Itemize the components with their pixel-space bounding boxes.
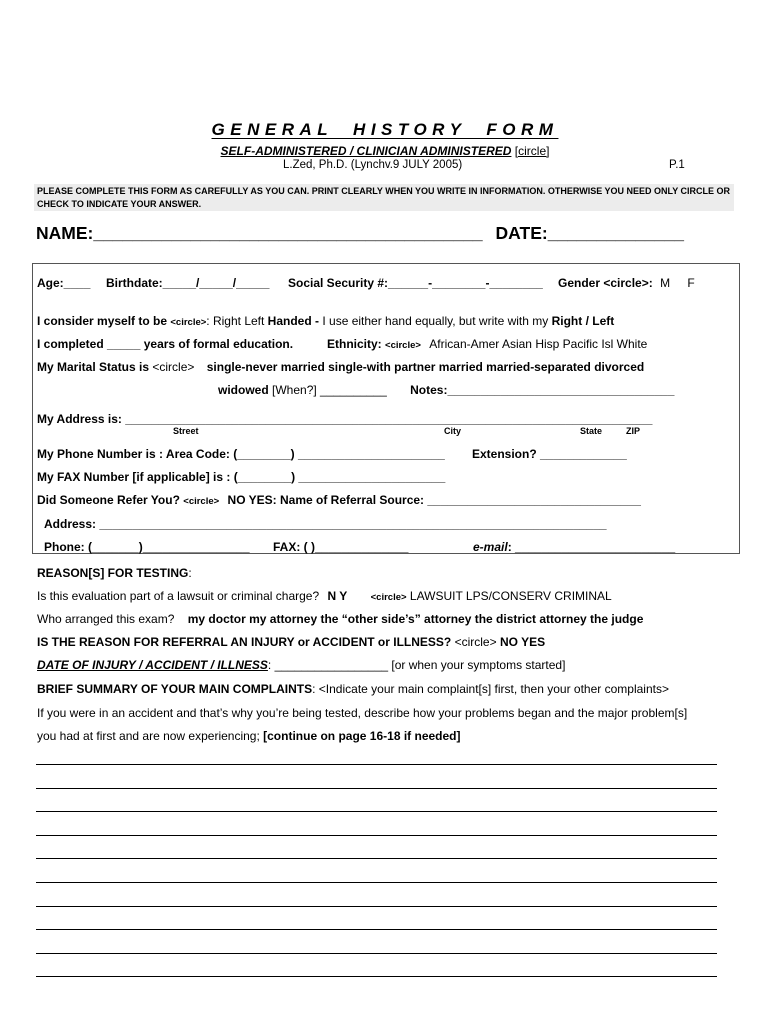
injury-date-line xyxy=(37,658,565,672)
marital-options[interactable]: single-never married single-with partner married married-separated divorced xyxy=(206,360,645,374)
handedness-line xyxy=(37,314,614,328)
widowed-line xyxy=(218,383,674,397)
form-subtitle xyxy=(0,144,770,158)
address-city-label: City xyxy=(444,426,462,436)
injury-circle-hint: <circle> xyxy=(451,635,500,649)
summary-instructions: : <Indicate your main complaint[s] first, then your other complaints> xyxy=(312,682,669,696)
name-field[interactable]: NAME:________________________________________ xyxy=(36,223,483,243)
handedness-either: I use either hand equally, but write with my xyxy=(319,314,552,328)
referral-circle-hint: <circle> xyxy=(183,496,220,507)
referral-email-line[interactable]: : ________________________ xyxy=(507,540,676,554)
reason-heading-colon: : xyxy=(188,566,192,580)
notes-field[interactable]: Notes:__________________________________ xyxy=(410,383,675,397)
handedness-right-left[interactable]: Right / Left xyxy=(551,314,615,328)
marital-line xyxy=(37,360,644,374)
administration-circle-hint: [circle] xyxy=(514,144,550,158)
referral-label: Did Someone Refer You? xyxy=(37,493,180,507)
gender-m[interactable]: M xyxy=(660,276,671,290)
injury-date-field[interactable]: : _________________ [or when your symptoms started] xyxy=(267,658,566,672)
accident-instructions-2-text: you had at first and are now experiencing; xyxy=(37,729,264,743)
referral-options[interactable]: NO YES: Name of Referral Source: ________________________________ xyxy=(227,493,641,507)
arranged-options[interactable]: my doctor my attorney the “other side’s” attorney the district attorney the judge xyxy=(187,612,644,626)
lawsuit-question: Is this evaluation part of a lawsuit or criminal charge? xyxy=(37,589,320,603)
address-field[interactable]: My Address is: _______________________________________________________________________________ xyxy=(37,412,653,426)
complaint-line[interactable] xyxy=(36,976,717,977)
complaint-line[interactable] xyxy=(36,858,717,859)
education-field[interactable]: I completed _____ years of formal education. xyxy=(37,337,294,351)
lawsuit-line xyxy=(37,589,612,603)
complaint-line[interactable] xyxy=(36,953,717,954)
referral-line xyxy=(37,493,641,507)
injury-question: IS THE REASON FOR REFERRAL AN INJURY or ACCIDENT or ILLNESS? xyxy=(37,635,452,649)
ethnicity-label: Ethnicity: xyxy=(327,337,382,351)
page-number: P.1 xyxy=(669,159,685,171)
accident-instructions-2 xyxy=(37,729,461,743)
handedness-options[interactable]: : Right Left xyxy=(206,314,268,328)
handedness-label: Handed - xyxy=(267,314,320,328)
referral-fax-field[interactable]: FAX: ( )______________ xyxy=(273,540,409,554)
ethnicity-line xyxy=(327,337,647,351)
author-line: L.Zed, Ph.D. (Lynchv.9 JULY 2005) xyxy=(283,159,463,171)
complaint-line[interactable] xyxy=(36,788,717,789)
continue-note: [continue on page 16-18 if needed] xyxy=(263,729,461,743)
date-field[interactable]: DATE:______________ xyxy=(495,223,684,243)
accident-instructions: If you were in an accident and that’s why you’re being tested, describe how your problems began and the major problem[s] xyxy=(37,706,688,720)
arranged-question: Who arranged this exam? xyxy=(37,612,175,626)
administration-mode: SELF-ADMINISTERED / CLINICIAN ADMINISTERED xyxy=(220,144,512,158)
injury-options[interactable]: NO YES xyxy=(499,635,546,649)
handedness-lead: I consider myself to be xyxy=(37,314,171,328)
address-state-label: State xyxy=(580,426,603,436)
form-title: GENERAL HISTORY FORM xyxy=(211,120,559,139)
marital-label: My Marital Status is xyxy=(37,360,153,374)
complaint-line[interactable] xyxy=(36,929,717,930)
fax-field[interactable]: My FAX Number [if applicable] is : (________) ______________________ xyxy=(37,470,446,484)
extension-field[interactable]: Extension? _____________ xyxy=(472,447,627,461)
widowed-when[interactable]: [When?] __________ xyxy=(272,383,387,397)
gender-f[interactable]: F xyxy=(687,276,695,290)
lawsuit-circle-hint: <circle> xyxy=(370,592,407,603)
ethnicity-options[interactable]: African-Amer Asian Hisp Pacific Isl White xyxy=(429,337,648,351)
instructions-banner: PLEASE COMPLETE THIS FORM AS CAREFULLY AS YOU CAN. PRINT CLEARLY WHEN YOU WRITE IN INFORMATION. OTHERWISE YOU NEED ONLY CIRCLE OR CHECK TO INDICATE YOUR ANSWER. xyxy=(34,184,734,211)
lawsuit-options[interactable]: LAWSUIT LPS/CONSERV CRIMINAL xyxy=(409,589,612,603)
lawsuit-yes-no[interactable]: N Y xyxy=(327,589,348,603)
handedness-circle-hint: <circle> xyxy=(170,317,207,328)
gender-field xyxy=(558,276,695,290)
reason-heading-text: REASON[S] FOR TESTING xyxy=(37,566,189,580)
ethnicity-circle-hint: <circle> xyxy=(385,340,421,351)
widowed-option[interactable]: widowed xyxy=(218,383,269,397)
address-street-label: Street xyxy=(173,426,199,436)
phone-field[interactable]: My Phone Number is : Area Code: (________) ______________________ xyxy=(37,447,445,461)
referral-email-label: e-mail xyxy=(473,540,508,554)
referral-email-field[interactable] xyxy=(473,540,675,554)
complaint-line[interactable] xyxy=(36,835,717,836)
birthdate-field[interactable]: Birthdate:_____/_____/_____ xyxy=(106,276,270,290)
summary-label: BRIEF SUMMARY OF YOUR MAIN COMPLAINTS xyxy=(37,682,313,696)
arranged-line xyxy=(37,612,643,626)
complaint-line[interactable] xyxy=(36,906,717,907)
ssn-field[interactable]: Social Security #:______-________-________ xyxy=(288,276,543,290)
referral-phone-field[interactable]: Phone: (_______)________________ xyxy=(44,540,250,554)
reason-heading xyxy=(37,566,192,580)
complaint-line[interactable] xyxy=(36,882,717,883)
injury-date-label: DATE OF INJURY / ACCIDENT / ILLNESS xyxy=(37,658,268,672)
patient-info-box xyxy=(32,263,740,554)
summary-line xyxy=(37,682,669,696)
complaint-line[interactable] xyxy=(36,764,717,765)
injury-line xyxy=(37,635,545,649)
gender-label: Gender <circle>: xyxy=(558,276,653,290)
name-date-line xyxy=(36,223,684,244)
age-field[interactable]: Age:____ xyxy=(37,276,91,290)
marital-circle-hint: <circle> xyxy=(152,360,195,374)
referral-address-field[interactable]: Address: ____________________________________________________________________________ xyxy=(44,517,607,531)
address-zip-label: ZIP xyxy=(626,426,641,436)
complaint-line[interactable] xyxy=(36,811,717,812)
